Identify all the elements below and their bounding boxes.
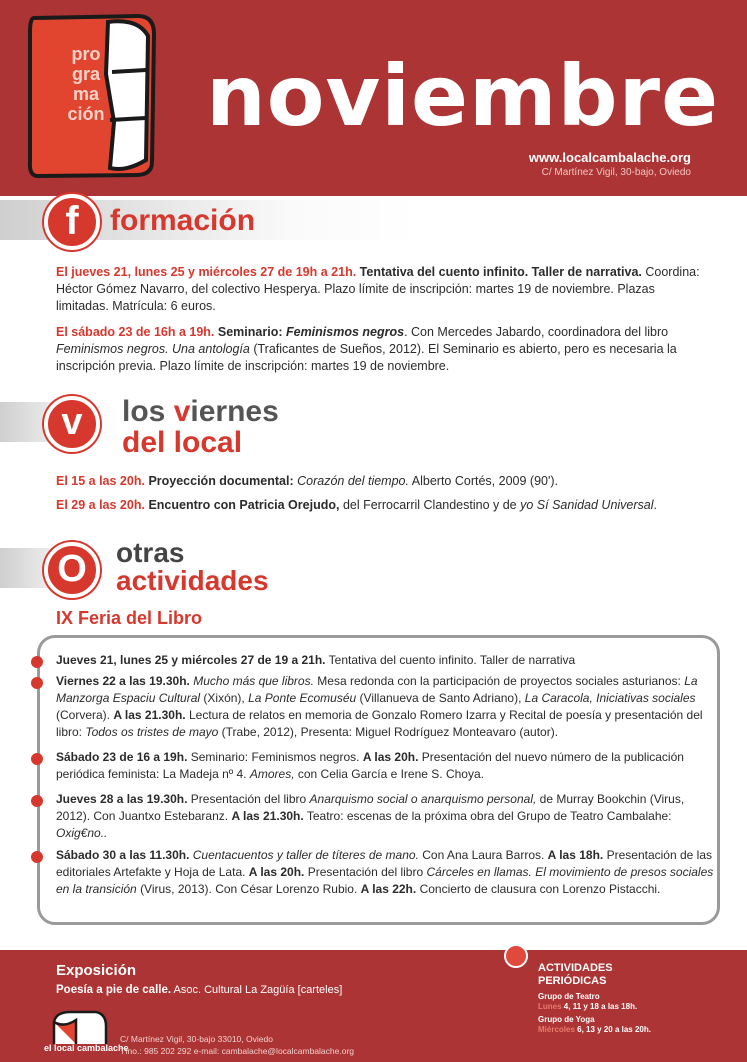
feria-item-3: [56, 749, 716, 783]
event-text: con Celia García e Irene S. Choya.: [297, 767, 484, 781]
contact-line: Tfno.: 985 202 292 e-mail: cambalache@localcambalache.org: [120, 1046, 355, 1056]
logo-line: ma: [72, 84, 99, 104]
formacion-item-1: [56, 264, 706, 315]
event-date: El 15 a las 20h.: [56, 474, 145, 488]
title-part: los: [122, 395, 174, 428]
schedule-day: Lunes: [538, 1002, 562, 1011]
event-date: Sábado 30 a las 11.30h.: [56, 848, 190, 862]
feria-item-2: [56, 673, 716, 741]
event-date: El 29 a las 20h.: [56, 498, 145, 512]
viernes-item-2: [56, 497, 736, 514]
event-label: Encuentro con Patricia Orejudo,: [148, 498, 340, 512]
otras-title-line2: actividades: [116, 565, 269, 596]
formacion-item-2: [56, 324, 706, 375]
event-text: Presentación del nuevo número de la publicación periódica feminista: La Madeja nº 4.: [56, 750, 684, 781]
viernes-icon: v: [44, 396, 100, 452]
logo-text: el local cambalache: [44, 1043, 129, 1053]
event-text: Seminario: Feminismos negros.: [190, 750, 360, 764]
book-title: Anarquismo social o anarquismo personal,: [309, 792, 537, 806]
event-text: (Traficantes de Sueños, 2012). El Seminario es abierto, pero es necesaria la inscripción previa. Plazo límite de inscripción: martes 19 de noviembre.: [56, 342, 677, 373]
teatro-schedule: [538, 1002, 637, 1012]
address-line: C/ Martínez Vigil, 30-bajo 33010, Oviedo: [120, 1034, 273, 1044]
event-date: Jueves 21, lunes 25 y miércoles 27 de 19 a 21h.: [56, 653, 326, 667]
exposicion-detail: [56, 984, 342, 996]
bullet-dot: [31, 677, 43, 689]
exposicion-title: Exposición: [56, 962, 137, 979]
event-text: Concierto de clausura con Lorenzo Pistacchi.: [419, 882, 661, 896]
exposicion-org: Asoc. Cultural La Zagüía [carteles]: [173, 984, 343, 996]
event-time: A las 22h.: [360, 882, 417, 896]
schedule-dates: 4, 11 y 18 a las 18h.: [563, 1002, 638, 1011]
exposicion-name: Poesía a pie de calle.: [56, 984, 172, 996]
event-date: El jueves 21, lunes 25 y miércoles 27 de 19h a 21h.: [56, 265, 357, 279]
event-text: del Ferrocarril Clandestino y de: [342, 498, 517, 512]
event-text: Lectura de relatos en memoria de Gonzalo Romero Izarra y Recital de poesía y presentación del libro:: [56, 708, 703, 739]
feria-item-1: [56, 652, 716, 669]
programacion-label: [46, 44, 126, 124]
event-text: Mesa redonda con la participación de proyectos sociales asturianos:: [317, 674, 681, 688]
schedule-dates: 6, 13 y 20 a las 20h.: [577, 1025, 651, 1034]
event-label: Seminario:: [217, 325, 283, 339]
header-address: C/ Martínez Vigil, 30-bajo, Oviedo: [541, 167, 691, 178]
actividades-dot: [504, 944, 528, 968]
book-title: Feminismos negros. Una antología: [56, 342, 250, 356]
event-title: Mucho más que libros.: [193, 674, 314, 688]
bullet-dot: [31, 656, 43, 668]
title-part: v: [173, 395, 191, 428]
event-text: (Trabe, 2012), Presenta: Miguel Rodríguez Monteavaro (autor).: [221, 725, 559, 739]
logo-line: pro: [71, 44, 101, 64]
yoga-label: Grupo de Yoga: [538, 1015, 595, 1024]
title-part: iernes: [190, 395, 279, 428]
otras-icon: O: [44, 542, 100, 598]
viernes-title-line2: del local: [122, 426, 243, 459]
website-link[interactable]: www.localcambalache.org: [528, 150, 691, 165]
event-title: La Ponte Ecomuséu: [248, 691, 357, 705]
actividades-title: [538, 962, 613, 988]
event-date: Sábado 23 de 16 a 19h.: [56, 750, 188, 764]
event-date: Viernes 22 a las 19.30h.: [56, 674, 190, 688]
formacion-title: formación: [110, 204, 256, 237]
event-text: Alberto Cortés, 2009 (90').: [411, 474, 558, 488]
event-title: yo Sí Sanidad Universal: [520, 498, 654, 512]
event-title: Amores,: [249, 767, 295, 781]
event-date: El sábado 23 de 16h a 19h.: [56, 325, 215, 339]
event-label: Proyección documental:: [148, 474, 294, 488]
book-title: Todos os tristes de mayo: [85, 725, 219, 739]
event-text: Presentación del libro: [190, 792, 307, 806]
event-title: Corazón del tiempo.: [297, 474, 409, 488]
feria-item-4: [56, 791, 716, 842]
yoga-schedule: [538, 1025, 651, 1035]
event-text: (Xixón),: [203, 691, 245, 705]
book-title: Cárceles en llamas. El movimiento de presos sociales en la transición: [56, 865, 714, 896]
event-title: Cuentacuentos y taller de títeres de mano.: [192, 848, 419, 862]
event-title: La Manzorga Espaciu Cultural: [56, 674, 698, 705]
event-text: Con Ana Laura Barros.: [422, 848, 545, 862]
footer-address: [120, 1033, 354, 1057]
event-date: Jueves 28 a las 19.30h.: [56, 792, 188, 806]
bullet-dot: [31, 753, 43, 765]
title-line: PERIÓDICAS: [538, 975, 607, 987]
bullet-dot: [31, 851, 43, 863]
viernes-item-1: [56, 473, 736, 490]
month-title: noviembre: [206, 47, 720, 145]
feria-item-5: [56, 847, 716, 898]
event-text: (Villanueva de Santo Adriano),: [359, 691, 522, 705]
event-text: Presentación del libro: [307, 865, 424, 879]
event-text: Presentación de las editoriales Artefakte y Hoja de Lata.: [56, 848, 713, 879]
event-title: La Caracola, Iniciativas sociales: [524, 691, 696, 705]
event-text: de Murray Bookchin (Virus, 2012). Con Juantxo Estebaranz.: [56, 792, 685, 823]
event-time: A las 18h.: [547, 848, 604, 862]
event-text: . Con Mercedes Jabardo, coordinadora del libro: [404, 325, 669, 339]
logo-line: gra: [71, 64, 100, 84]
formacion-icon: f: [44, 194, 100, 250]
event-text: Teatro: escenas de la próxima obra del Grupo de Teatro Cambalahe:: [306, 809, 672, 823]
event-text: Tentativa del cuento infinito. Taller de narrativa: [328, 653, 576, 667]
event-text: (Virus, 2013). Con César Lorenzo Rubio.: [140, 882, 358, 896]
feria-title: IX Feria del Libro: [56, 608, 203, 628]
teatro-label: Grupo de Teatro: [538, 992, 600, 1001]
event-title: Oxig€no..: [56, 826, 108, 840]
event-text: .: [653, 498, 658, 512]
event-time: A las 20h.: [362, 750, 419, 764]
event-text: (Corvera).: [56, 708, 111, 722]
event-time: A las 20h.: [248, 865, 305, 879]
logo-line: ción: [67, 104, 105, 124]
schedule-day: Miércoles: [538, 1025, 575, 1034]
viernes-title: [122, 397, 279, 427]
event-text: Coordina: Héctor Gómez Navarro, del colectivo Hesperya. Plazo límite de inscripción: martes 19 de noviembre. Plazas limitadas. Matrícula: 6 euros.: [56, 265, 700, 313]
bullet-dot: [31, 795, 43, 807]
otras-title: otras: [116, 537, 185, 568]
title-line: ACTIVIDADES: [538, 962, 613, 974]
event-name: Tentativa del cuento infinito. Taller de narrativa.: [359, 265, 642, 279]
event-title: Feminismos negros: [285, 325, 405, 339]
event-time: A las 21.30h.: [113, 708, 186, 722]
event-time: A las 21.30h.: [231, 809, 304, 823]
